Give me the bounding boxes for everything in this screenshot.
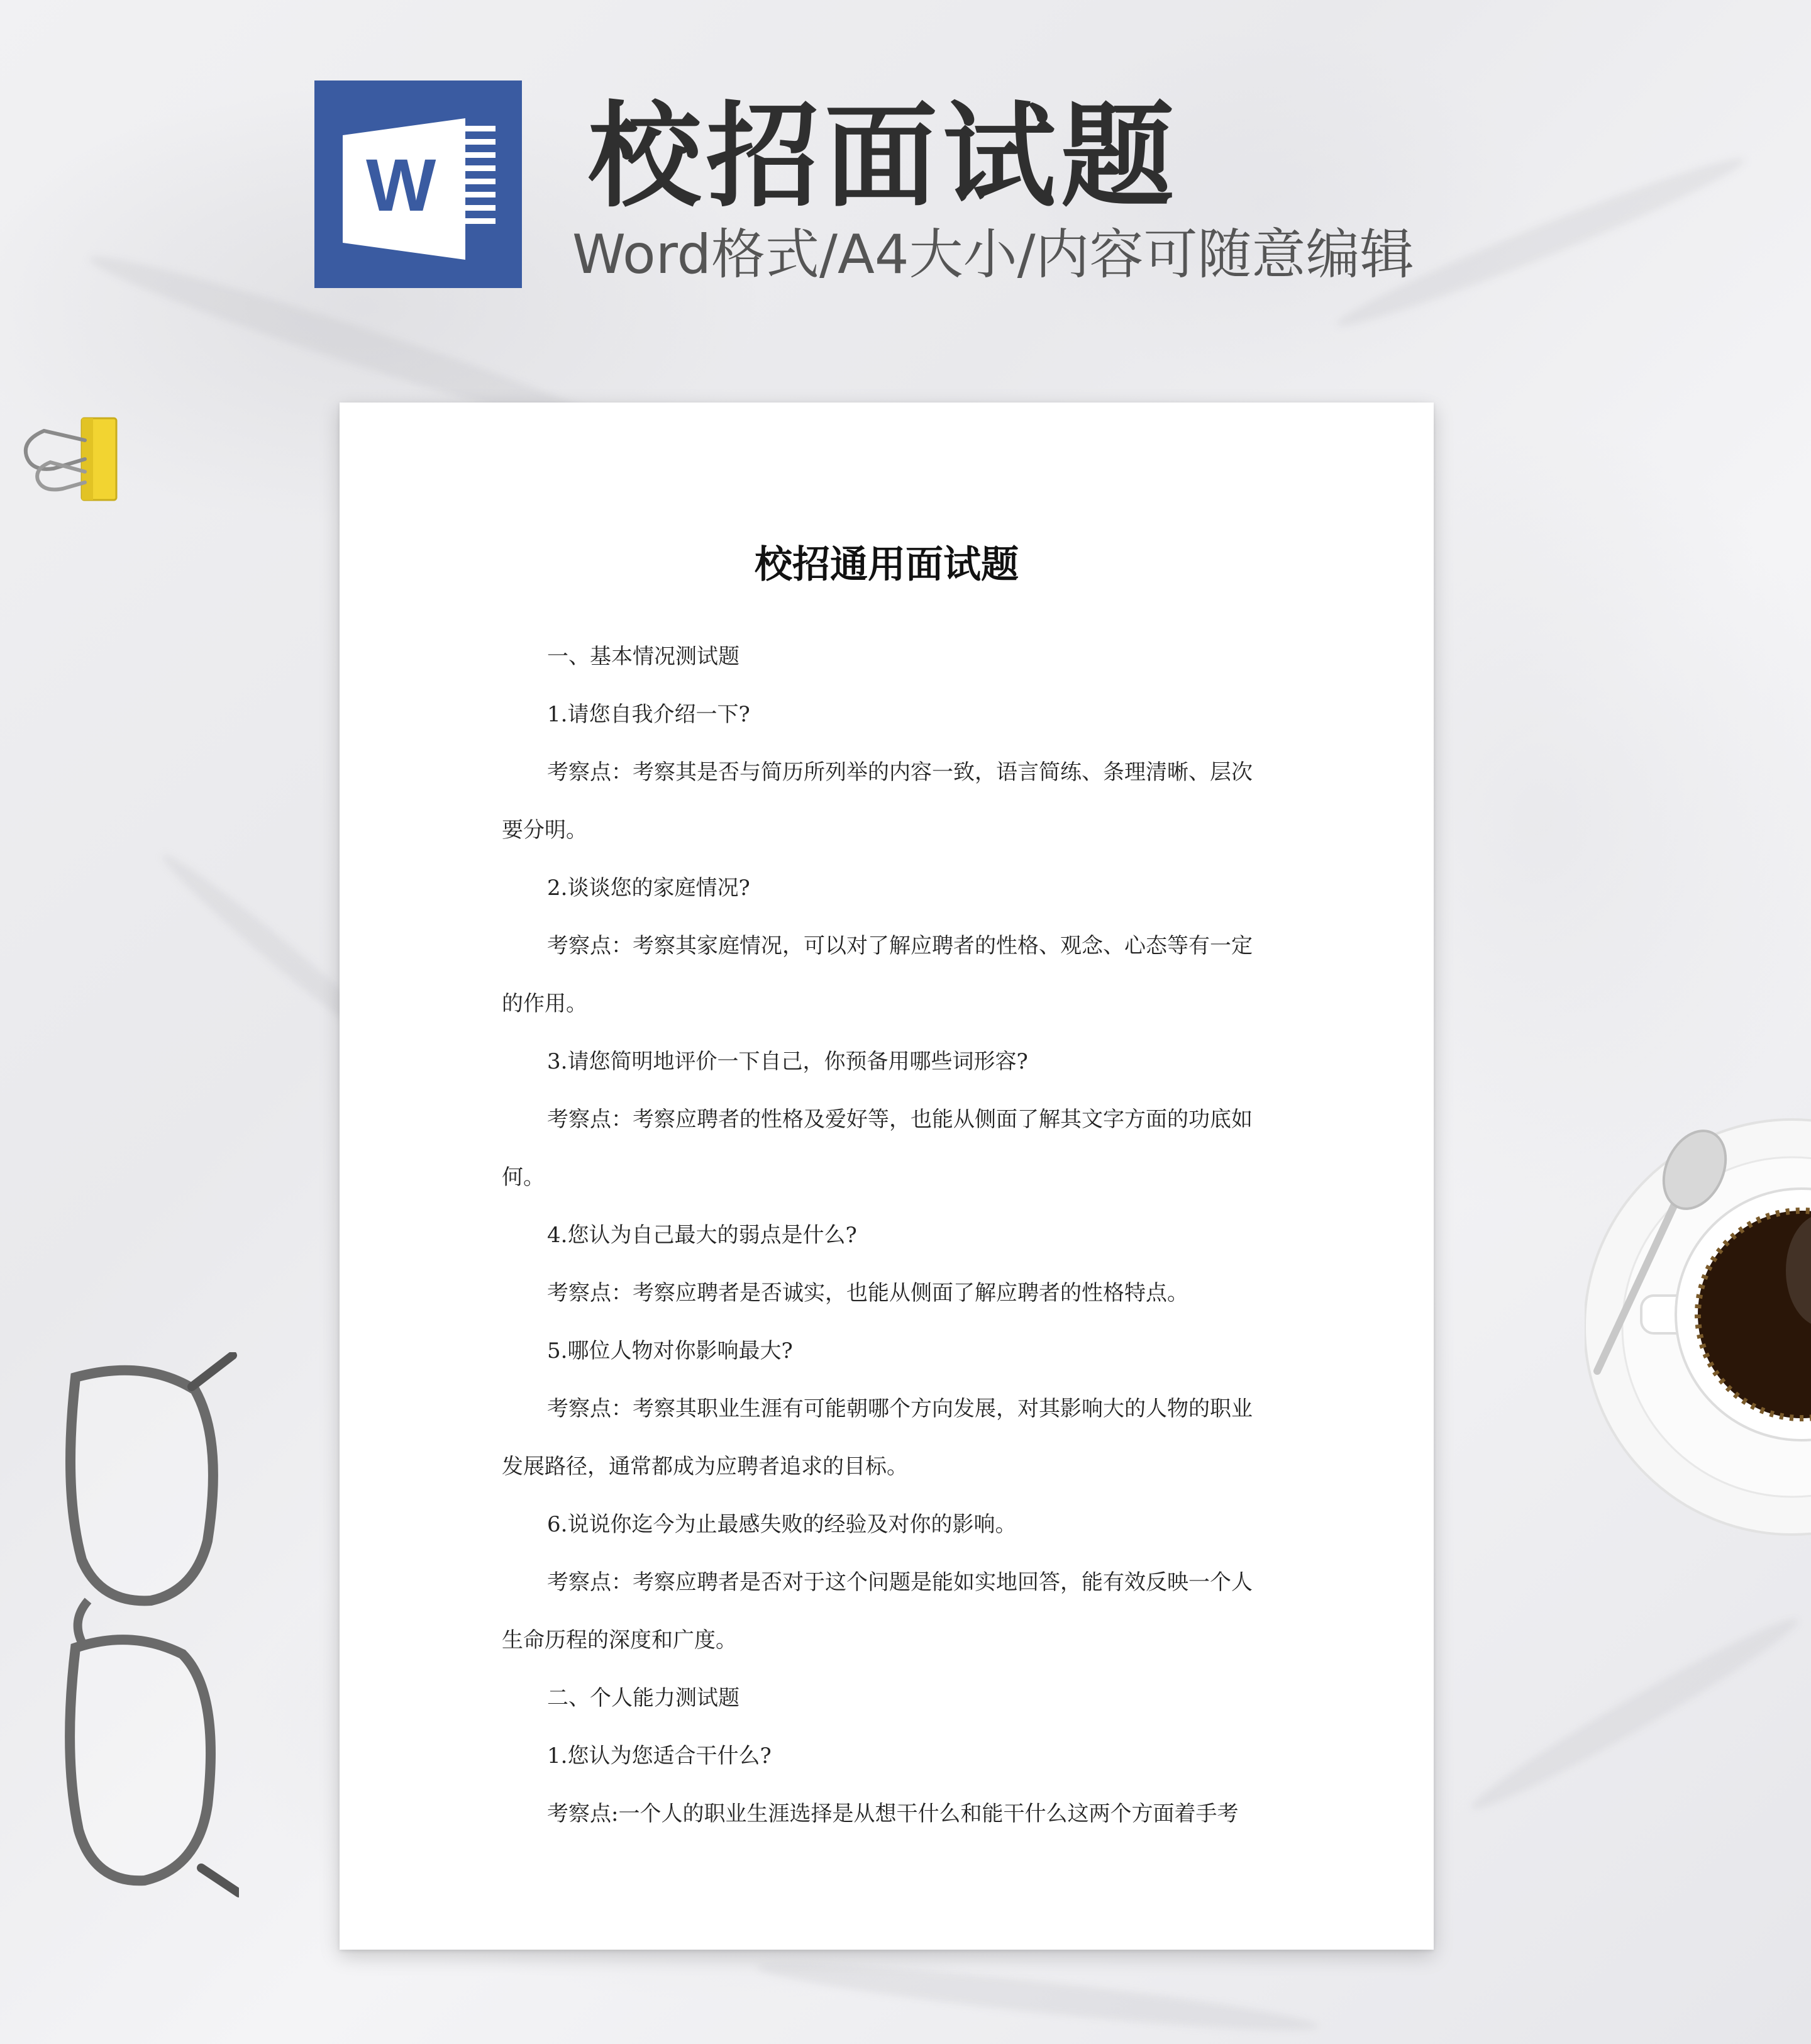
binder-clip-icon xyxy=(19,412,132,506)
document-line: 考察点：考察应聘者是否诚实，也能从侧面了解应聘者的性格特点。 xyxy=(547,1280,1188,1306)
document-body xyxy=(502,628,1275,1843)
page-subtitle: Word格式/A4大小/内容可随意编辑 xyxy=(572,223,1414,286)
document-line: 二、个人能力测试题 xyxy=(547,1686,739,1711)
document-line: 考察点：考察其是否与简历所列举的内容一致，语言简练、条理清晰、层次 xyxy=(547,760,1253,785)
document-page xyxy=(340,403,1434,1950)
glasses-icon xyxy=(50,1352,239,1906)
word-logo-lines xyxy=(441,126,496,231)
document-line: 6.说说你迄今为止最感失败的经验及对你的影响。 xyxy=(547,1512,1017,1537)
document-line: 3.请您简明地评价一下自己，你预备用哪些词形容? xyxy=(547,1049,1028,1074)
document-line: 生命历程的深度和广度。 xyxy=(502,1628,737,1653)
word-logo-letter: W xyxy=(366,144,436,227)
marble-vein xyxy=(1464,1606,1807,1821)
document-title: 校招通用面试题 xyxy=(755,543,1019,587)
document-line: 考察点：考察其家庭情况，可以对了解应聘者的性格、观念、心态等有一定 xyxy=(547,933,1253,958)
document-line: 考察点:一个人的职业生涯选择是从想干什么和能干什么这两个方面着手考 xyxy=(547,1801,1239,1826)
document-line: 考察点：考察应聘者是否对于这个问题是能如实地回答，能有效反映一个人 xyxy=(547,1570,1253,1595)
document-line: 5.哪位人物对你影响最大? xyxy=(547,1338,793,1364)
document-line: 4.您认为自己最大的弱点是什么? xyxy=(547,1223,857,1248)
document-line: 考察点：考察其职业生涯有可能朝哪个方向发展，对其影响大的人物的职业 xyxy=(547,1396,1253,1421)
document-line: 要分明。 xyxy=(502,818,587,843)
document-line: 的作用。 xyxy=(502,991,587,1016)
page-title: 校招面试题 xyxy=(588,91,1180,223)
word-logo-icon xyxy=(314,81,522,288)
document-line: 一、基本情况测试题 xyxy=(547,644,739,669)
document-line: 1.您认为您适合干什么? xyxy=(547,1743,772,1769)
marble-vein xyxy=(755,1952,1321,2042)
document-line: 1.请您自我介绍一下? xyxy=(547,702,750,727)
document-line: 发展路径，通常都成为应聘者追求的目标。 xyxy=(502,1454,908,1479)
document-line: 2.谈谈您的家庭情况? xyxy=(547,875,750,901)
coffee-cup-icon xyxy=(1585,1107,1811,1547)
document-line: 考察点：考察应聘者的性格及爱好等，也能从侧面了解其文字方面的功底如 xyxy=(547,1107,1253,1132)
document-line: 何。 xyxy=(502,1165,545,1190)
